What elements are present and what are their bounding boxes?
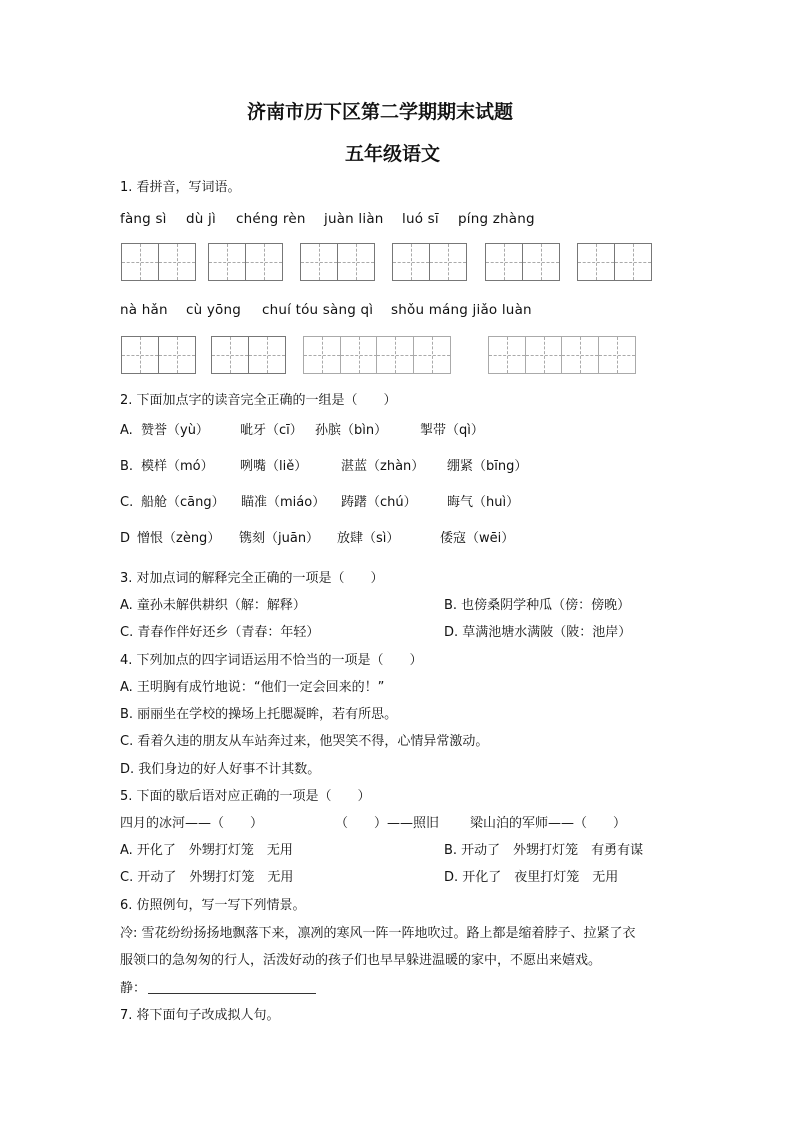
- pinyin-label: luó sī: [402, 211, 439, 227]
- pinyin-label: fàng sì: [120, 211, 167, 227]
- page-subtitle: 五年级语文: [345, 143, 441, 165]
- writing-cell[interactable]: [248, 336, 286, 374]
- writing-cell[interactable]: [485, 243, 523, 281]
- q2-option-item: 咧嘴（liě）: [240, 459, 308, 474]
- q2-option-item: 晦气（huì）: [447, 495, 520, 510]
- q2-option-item: 瞄准（miáo）: [241, 495, 326, 510]
- writing-cell[interactable]: [303, 336, 341, 374]
- q7-heading: 7. 将下面句子改成拟人句。: [120, 1008, 280, 1023]
- q3-option-c: C. 青春作伴好还乡（青春：年轻）: [120, 625, 320, 640]
- writing-cell[interactable]: [158, 243, 196, 281]
- writing-grid[interactable]: [577, 243, 650, 281]
- writing-cell[interactable]: [245, 243, 283, 281]
- writing-cell[interactable]: [158, 336, 196, 374]
- writing-grid[interactable]: [485, 243, 558, 281]
- q3-heading: 3. 对加点词的解释完全正确的一项是（ ）: [120, 571, 384, 586]
- writing-cell[interactable]: [392, 243, 430, 281]
- q2-option-item: 呲牙（cī）: [240, 423, 303, 438]
- writing-grid[interactable]: [392, 243, 465, 281]
- q5-prompt: （ ）——照旧: [335, 816, 440, 831]
- q2-option-label: B.: [120, 459, 134, 474]
- writing-cell[interactable]: [561, 336, 599, 374]
- q2-option-item: 镌刻（juān）: [239, 531, 320, 546]
- q2-heading: 2. 下面加点字的读音完全正确的一组是（ ）: [120, 393, 397, 408]
- writing-grid[interactable]: [121, 243, 194, 281]
- pinyin-label: juàn liàn: [324, 211, 384, 227]
- q2-option-item: 倭寇（wēi）: [440, 531, 515, 546]
- q2-option-item: 憎恨（zèng）: [137, 531, 221, 546]
- writing-cell[interactable]: [598, 336, 636, 374]
- q6-example: 服领口的急匆匆的行人，活泼好动的孩子们也早早躲进温暖的家中，不愿出来嬉戏。: [120, 953, 602, 968]
- writing-cell[interactable]: [376, 336, 414, 374]
- pinyin-label: chuí tóu sàng qì: [262, 302, 374, 318]
- writing-cell[interactable]: [300, 243, 338, 281]
- pinyin-label: nà hǎn: [120, 302, 168, 318]
- q5-heading: 5. 下面的歇后语对应正确的一项是（ ）: [120, 789, 371, 804]
- q3-option-b: B. 也傍桑阴学种瓜（傍：傍晚）: [444, 598, 631, 613]
- q6-prompt: 静：: [120, 981, 147, 996]
- q2-option-item: 赞誉（yù）: [141, 423, 209, 438]
- q3-option-d: D. 草满池塘水满陂（陂：池岸）: [444, 625, 632, 640]
- q1-heading: 1. 看拼音，写词语。: [120, 180, 241, 195]
- writing-cell[interactable]: [429, 243, 467, 281]
- pinyin-label: shǒu máng jiǎo luàn: [391, 302, 532, 318]
- q2-option-label: C.: [120, 495, 134, 510]
- q5-option-c: C. 开动了 外甥打灯笼 无用: [120, 870, 294, 885]
- page-title: 济南市历下区第二学期期末试题: [247, 101, 514, 123]
- q4-option-c: C. 看着久违的朋友从车站奔过来，他哭笑不得，心情异常激动。: [120, 734, 489, 749]
- q2-option-item: 放肆（sì）: [337, 531, 400, 546]
- pinyin-label: píng zhàng: [458, 211, 535, 227]
- q6-heading: 6. 仿照例句，写一写下列情景。: [120, 898, 306, 913]
- writing-grid[interactable]: [303, 336, 449, 374]
- q2-option-item: 踌躇（chú）: [341, 495, 417, 510]
- q2-option-label: D: [120, 531, 131, 546]
- writing-cell[interactable]: [577, 243, 615, 281]
- pinyin-label: dù jì: [186, 211, 216, 227]
- q5-option-d: D. 开化了 夜里打灯笼 无用: [444, 870, 619, 885]
- q2-option-item: 模样（mó）: [141, 459, 214, 474]
- writing-cell[interactable]: [211, 336, 249, 374]
- writing-cell[interactable]: [488, 336, 526, 374]
- q4-option-a: A. 王明胸有成竹地说：“他们一定会回来的！”: [120, 680, 385, 695]
- q2-option-item: 船舱（cāng）: [141, 495, 225, 510]
- q5-option-a: A. 开化了 外甥打灯笼 无用: [120, 843, 293, 858]
- q2-option-item: 孙膑（bìn）: [315, 423, 388, 438]
- writing-cell[interactable]: [340, 336, 378, 374]
- q4-heading: 4. 下列加点的四字词语运用不恰当的一项是（ ）: [120, 653, 423, 668]
- writing-grid[interactable]: [300, 243, 373, 281]
- q5-option-b: B. 开动了 外甥打灯笼 有勇有谋: [444, 843, 644, 858]
- writing-grid[interactable]: [121, 336, 194, 374]
- q4-option-d: D. 我们身边的好人好事不计其数。: [120, 762, 321, 777]
- pinyin-label: cù yōng: [186, 302, 242, 318]
- q2-option-item: 掣带（qì）: [420, 423, 484, 438]
- q5-prompt: 四月的冰河——（ ）: [120, 816, 264, 831]
- q5-prompt: 梁山泊的军师——（ ）: [470, 816, 627, 831]
- answer-line[interactable]: [148, 979, 316, 994]
- q4-option-b: B. 丽丽坐在学校的操场上托腮凝眸，若有所思。: [120, 707, 398, 722]
- writing-grid[interactable]: [208, 243, 281, 281]
- writing-cell[interactable]: [121, 243, 159, 281]
- q2-option-item: 湛蓝（zhàn）: [341, 459, 425, 474]
- writing-cell[interactable]: [413, 336, 451, 374]
- writing-cell[interactable]: [525, 336, 563, 374]
- q3-option-a: A. 童孙未解供耕织（解：解释）: [120, 598, 306, 613]
- writing-grid[interactable]: [488, 336, 634, 374]
- writing-cell[interactable]: [614, 243, 652, 281]
- pinyin-label: chéng rèn: [236, 211, 306, 227]
- writing-cell[interactable]: [121, 336, 159, 374]
- writing-grid[interactable]: [211, 336, 284, 374]
- writing-cell[interactable]: [208, 243, 246, 281]
- q2-option-item: 绷紧（bīng）: [447, 459, 528, 474]
- writing-cell[interactable]: [337, 243, 375, 281]
- writing-cell[interactable]: [522, 243, 560, 281]
- q6-example: 冷: 雪花纷纷扬扬地飘落下来，凛冽的寒风一阵一阵地吹过。路上都是缩着脖子、拉紧了衣: [120, 926, 636, 941]
- q2-option-label: A.: [120, 423, 133, 438]
